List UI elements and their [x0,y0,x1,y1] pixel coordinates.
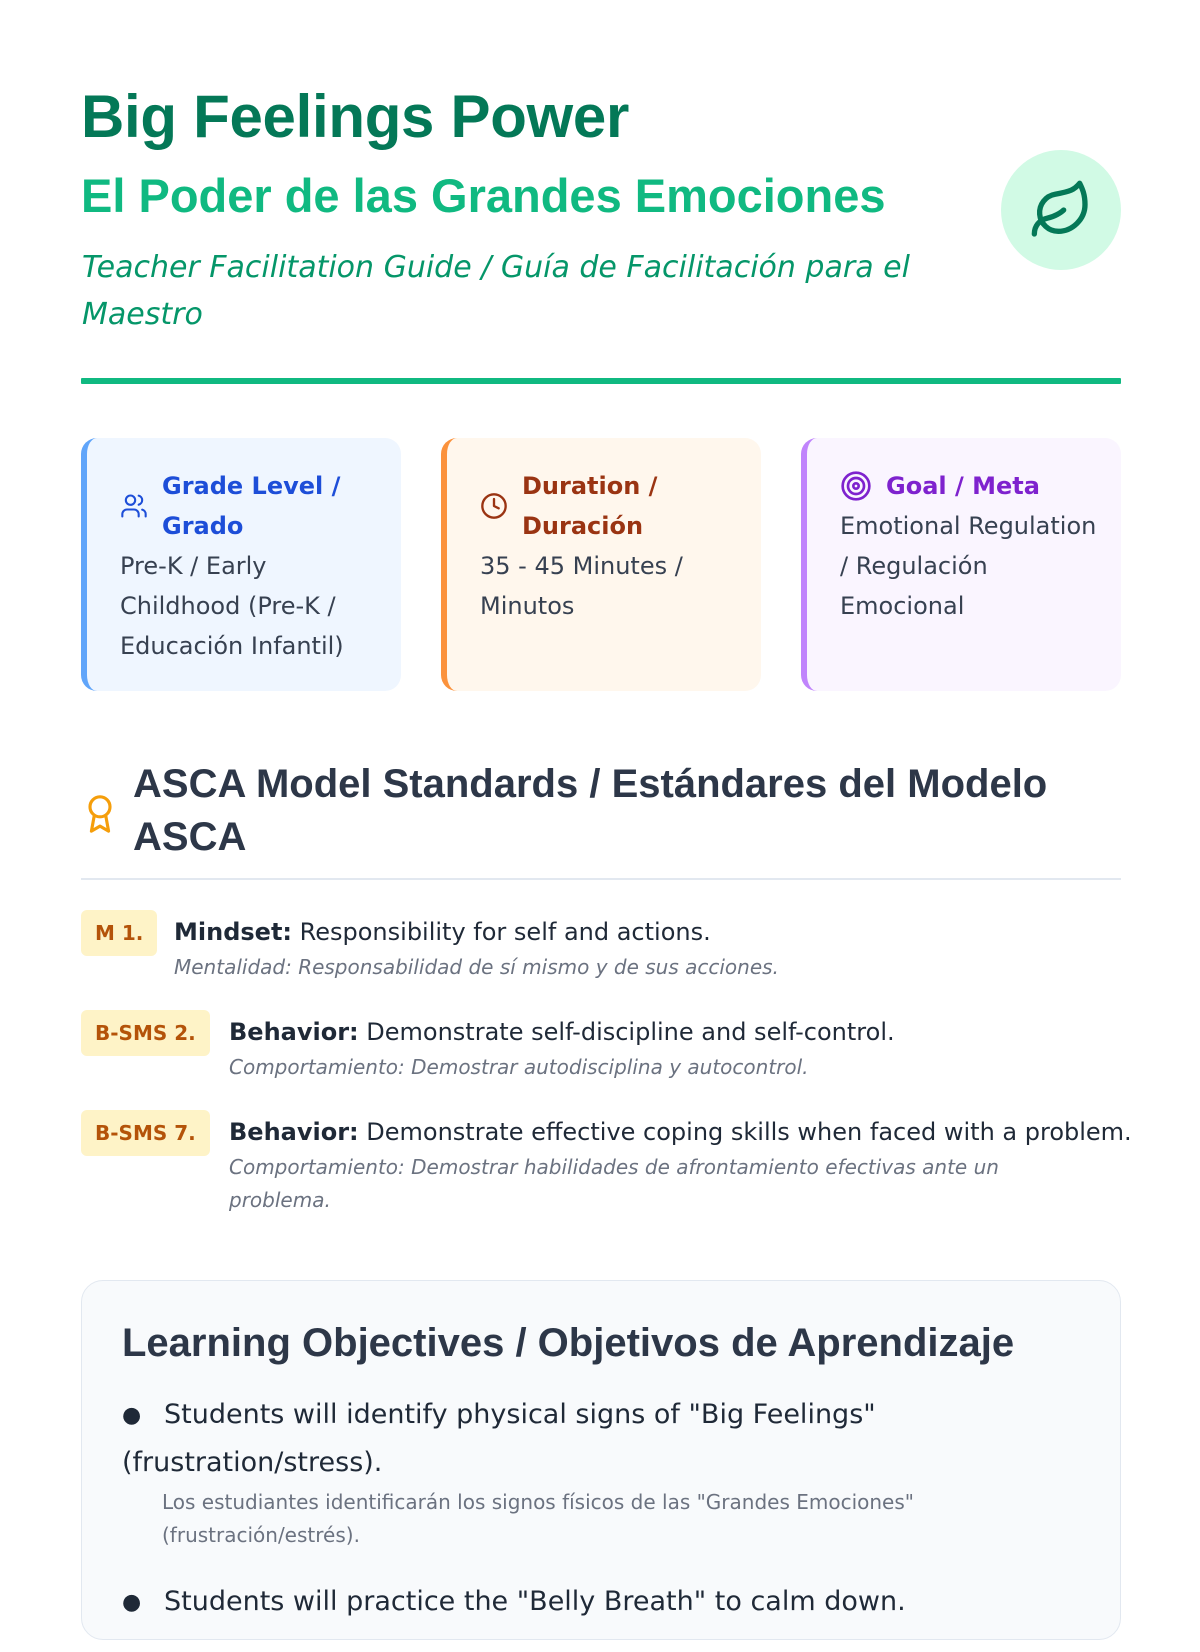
grade-level-value: Pre-K / Early Childhood (Pre-K / Educación Infantil) [120,552,344,660]
asca-title: ASCA Model Standards / Estándares del Modelo ASCA [133,762,1048,859]
standard-text: Demonstrate effective coping skills when faced with a problem. [358,1118,1132,1146]
duration-value: 35 - 45 Minutes / Minutos [480,552,683,620]
standard-label: Mindset: [174,918,293,946]
asca-standards-section [81,758,1132,1212]
duration-card [441,438,761,691]
standard-code: B-SMS 2. [81,1010,210,1056]
page-tagline: Teacher Facilitation Guide / Guía de Facilitación para el Maestro [82,250,910,332]
page-subtitle: El Poder de las Grandes Emociones [81,169,886,222]
header-divider [81,378,1121,384]
goal-title: Goal / Meta [886,472,1040,500]
grade-level-card [81,438,401,691]
objectives-title: Learning Objectives / Objetivos de Aprendizaje [122,1321,1015,1365]
page-title: Big Feelings Power [81,83,630,150]
standard-text: Demonstrate self-discipline and self-control. [358,1018,895,1046]
users-icon [120,466,148,546]
guide-page [81,0,1132,1617]
standard-code: B-SMS 7. [81,1110,210,1156]
grade-level-title: Grade Level / Grado [162,472,341,540]
duration-title: Duration / Duración [522,472,658,540]
list-item [122,1391,1082,1552]
goal-card [801,438,1121,691]
standard-code: M 1. [81,910,157,956]
objective-translation: Los estudiantes identificarán los signos físicos de las "Grandes Emociones" (frustración/estrés). [162,1490,914,1547]
goal-value: Emotional Regulation / Regulación Emocional [840,512,1097,620]
bullet-icon: ● [122,1403,142,1428]
standard-label: Behavior: [229,1118,359,1146]
leaf-badge [1001,150,1121,270]
asca-heading [81,758,1121,880]
standard-translation: Comportamiento: Demostrar habilidades de afrontamiento efectivas ante un problema. [229,1155,999,1212]
list-item [122,1578,1082,1626]
clock-icon [480,466,508,546]
standard-text: Responsibility for self and actions. [292,918,711,946]
standard-label: Behavior: [229,1018,359,1046]
target-icon [840,466,872,506]
standard-translation: Comportamiento: Demostrar autodisciplina y autocontrol. [229,1055,809,1079]
bullet-icon: ● [122,1590,142,1615]
learning-objectives-card [81,1280,1121,1640]
award-ribbon-icon [85,794,115,838]
guide-header [81,0,1121,385]
info-cards [81,438,1121,691]
objectives-list [122,1391,1082,1652]
objective-text: Students will identify physical signs of "Big Feelings" (frustration/stress). [122,1399,876,1478]
leaf-icon [1029,178,1093,242]
standard-translation: Mentalidad: Responsabilidad de sí mismo y de sus acciones. [174,955,779,979]
objective-text: Students will practice the "Belly Breath" to calm down. [164,1586,906,1617]
